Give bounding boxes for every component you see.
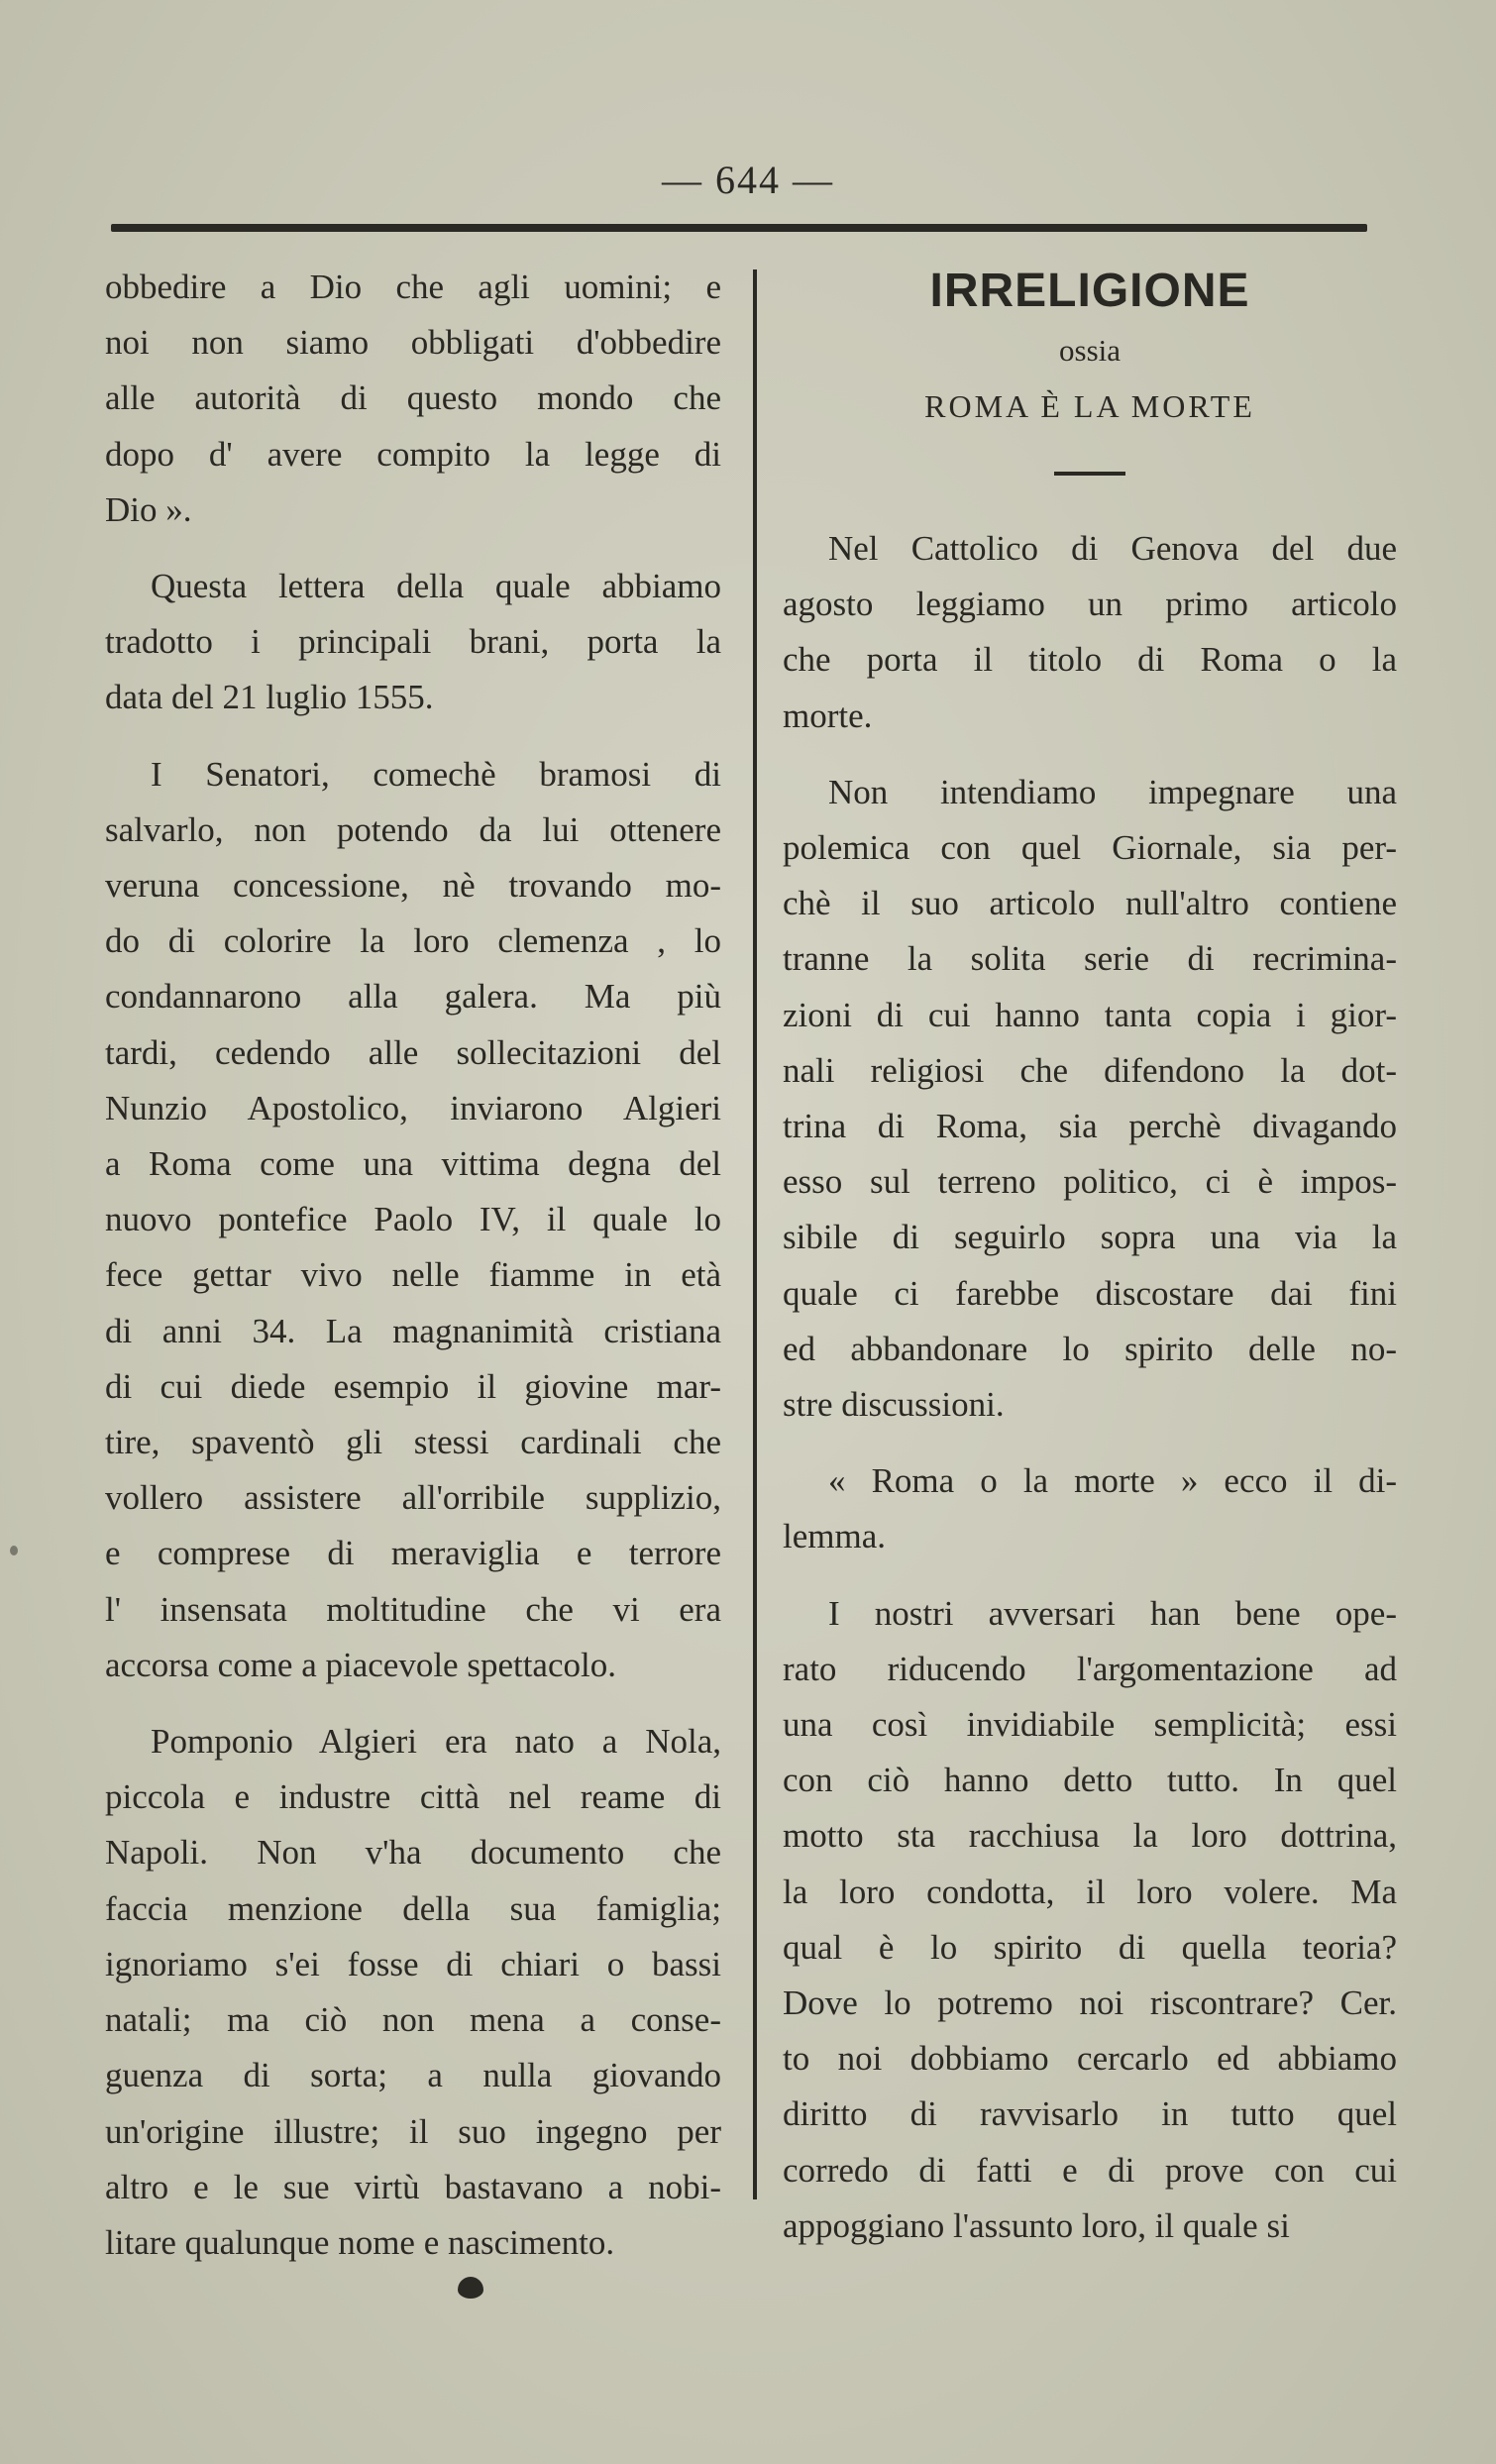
text-line: altro e le sue virtù bastavano a nobi-	[105, 2167, 721, 2206]
title-rule	[1054, 472, 1125, 476]
text-line: nuovo pontefice Paolo IV, il quale lo	[105, 1200, 721, 1239]
text-line: quale ci farebbe discostare dai fini	[783, 1273, 1397, 1313]
text-line: la loro condotta, il loro volere. Ma	[783, 1872, 1397, 1911]
left-column	[105, 260, 721, 2292]
text-line: do di colorire la loro clemenza , lo	[105, 921, 721, 961]
text-line: ignoriamo s'ei fosse di chiari o bassi	[105, 1944, 721, 1983]
text-line: dopo d' avere compito la legge di	[105, 434, 721, 474]
text-line: che porta il titolo di Roma o la	[783, 640, 1397, 680]
text-line: I nostri avversari han bene ope-	[828, 1593, 1397, 1633]
text-line: l' insensata moltitudine che vi era	[105, 1589, 721, 1629]
text-line: accorsa come a piacevole spettacolo.	[105, 1645, 616, 1684]
paragraph	[105, 747, 721, 1693]
text-line: e comprese di meraviglia e terrore	[105, 1534, 721, 1573]
paragraph	[783, 1453, 1397, 1564]
text-line: diritto di ravvisarlo in tutto quel	[783, 2094, 1397, 2134]
paragraph	[105, 260, 721, 538]
text-line: di anni 34. La magnanimità cristiana	[105, 1311, 721, 1350]
text-line: a Roma come una vittima degna del	[105, 1144, 721, 1184]
text-line: I Senatori, comechè bramosi di	[151, 754, 721, 794]
text-line: tradotto i principali brani, porta la	[105, 622, 721, 662]
text-line: data del 21 luglio 1555.	[105, 678, 434, 717]
text-line: noi non siamo obbligati d'obbedire	[105, 323, 721, 363]
article-subhead: ROMA È LA MORTE	[924, 388, 1255, 424]
text-line: Questa lettera della quale abbiamo	[151, 567, 721, 606]
text-line: Nunzio Apostolico, inviarono Algieri	[105, 1088, 721, 1127]
header-rule	[111, 224, 1367, 232]
text-line: polemica con quel Giornale, sia per-	[783, 828, 1397, 868]
text-line: Non intendiamo impegnare una	[828, 772, 1397, 811]
paragraph	[783, 1586, 1397, 2254]
text-line: natali; ma ciò non mena a conse-	[105, 2000, 721, 2040]
text-line: un'origine illustre; il suo ingegno per	[105, 2111, 721, 2151]
text-line: rato riducendo l'argomentazione ad	[783, 1649, 1397, 1688]
right-column	[783, 260, 1397, 2275]
text-line: Dove lo potremo noi riscontrare? Cer.	[783, 1983, 1397, 2023]
page-number: — 644 —	[662, 158, 834, 202]
text-line: condannarono alla galera. Ma più	[105, 977, 721, 1017]
text-line: morte.	[783, 696, 873, 735]
paragraph	[105, 1714, 721, 2271]
text-line: vollero assistere all'orribile supplizio,	[105, 1478, 721, 1518]
text-line: nali religiosi che difendono la dot-	[783, 1050, 1397, 1090]
text-line: sibile di seguirlo sopra una via la	[783, 1218, 1397, 1257]
text-line: appoggiano l'assunto loro, il quale si	[783, 2205, 1290, 2245]
printer-ornament	[458, 2277, 483, 2299]
text-line: Nel Cattolico di Genova del due	[828, 529, 1397, 568]
paragraph	[783, 521, 1397, 744]
paragraph	[105, 559, 721, 726]
text-line: di cui diede esempio il giovine mar-	[105, 1366, 721, 1406]
text-line: ed abbandonare lo spirito delle no-	[783, 1329, 1397, 1368]
text-line: to noi dobbiamo cercarlo ed abbiamo	[783, 2039, 1397, 2079]
article-headline: IRRELIGIONE	[929, 265, 1250, 317]
text-line: Dio ».	[105, 489, 192, 529]
text-line: qual è lo spirito di quella teoria?	[783, 1927, 1397, 1967]
text-line: trina di Roma, sia perchè divagando	[783, 1107, 1397, 1146]
text-line: esso sul terreno politico, ci è impos-	[783, 1162, 1397, 1202]
text-line: agosto leggiamo un primo articolo	[783, 585, 1397, 624]
text-line: una così invidiabile semplicità; essi	[783, 1705, 1397, 1745]
text-line: motto sta racchiusa la loro dottrina,	[783, 1816, 1397, 1856]
text-line: lemma.	[783, 1517, 886, 1556]
text-line: Napoli. Non v'ha documento che	[105, 1833, 721, 1873]
paragraph	[783, 765, 1397, 1433]
text-line: fece gettar vivo nelle fiamme in età	[105, 1255, 721, 1295]
text-line: guenza di sorta; a nulla giovando	[105, 2056, 721, 2095]
text-line: piccola e industre città nel reame di	[105, 1777, 721, 1817]
text-line: tardi, cedendo alle sollecitazioni del	[105, 1032, 721, 1072]
text-line: tire, spaventò gli stessi cardinali che	[105, 1423, 721, 1462]
text-line: veruna concessione, nè trovando mo-	[105, 866, 721, 906]
text-line: zioni di cui hanno tanta copia i gior-	[783, 995, 1397, 1034]
ink-spot	[10, 1546, 18, 1555]
text-line: tranne la solita serie di recrimina-	[783, 939, 1397, 979]
text-line: alle autorità di questo mondo che	[105, 378, 721, 418]
text-line: chè il suo articolo null'altro contiene	[783, 884, 1397, 923]
text-line: litare qualunque nome e nascimento.	[105, 2222, 615, 2262]
text-line: stre discussioni.	[783, 1385, 1005, 1425]
text-line: faccia menzione della sua famiglia;	[105, 1888, 721, 1928]
column-divider	[753, 269, 757, 2199]
text-line: salvarlo, non potendo da lui ottenere	[105, 809, 721, 849]
text-line: obbedire a Dio che agli uomini; e	[105, 268, 721, 306]
text-line: « Roma o la morte » ecco il di-	[828, 1461, 1397, 1501]
text-line: con ciò hanno detto tutto. In quel	[783, 1761, 1397, 1800]
article-body	[783, 521, 1397, 2254]
text-line: Pomponio Algieri era nato a Nola,	[151, 1722, 721, 1762]
text-line: corredo di fatti e di prove con cui	[783, 2150, 1397, 2190]
article-subtitle: ossia	[1059, 333, 1121, 368]
